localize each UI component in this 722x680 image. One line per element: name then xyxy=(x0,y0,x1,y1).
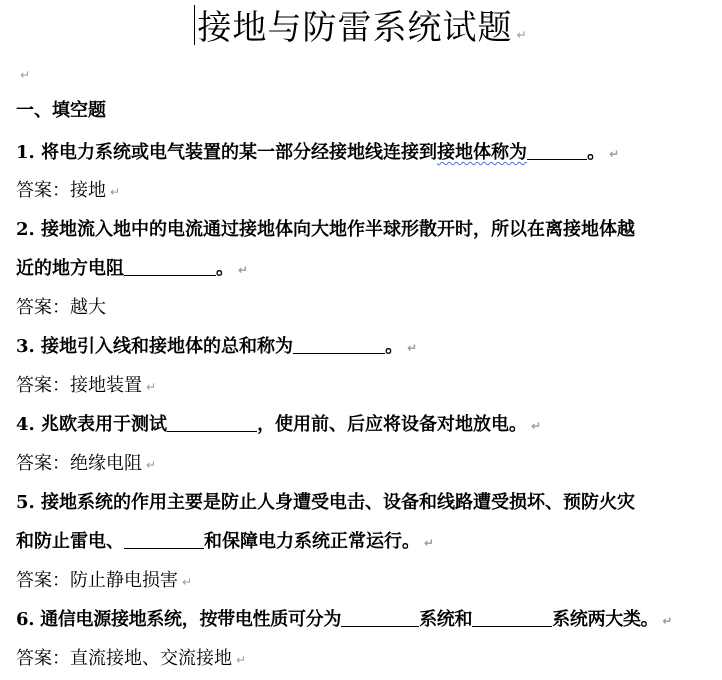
answer-3: 答案：接地装置 ↵ xyxy=(16,375,157,396)
paragraph-mark-icon: ↵ xyxy=(182,575,193,589)
spellcheck-underline: 接地体称为 xyxy=(437,142,528,163)
paragraph-mark-icon: ↵ xyxy=(146,380,157,394)
question-5-line-1: 5. 接地系统的作用主要是防止人身遭受电击、设备和线路遭受损坏、预防火灾 xyxy=(16,492,636,513)
answer-6: 答案：直流接地、交流接地 ↵ xyxy=(16,648,247,669)
question-2-line-1: 2. 接地流入地中的电流通过接地体向大地作半球形散开时，所以在离接地体越 xyxy=(16,219,636,240)
answer-blank xyxy=(293,335,385,354)
answer-5: 答案：防止静电损害 ↵ xyxy=(16,570,193,591)
paragraph-mark-icon: ↵ xyxy=(238,263,249,277)
answer-blank xyxy=(527,141,587,160)
question-4: 4. 兆欧表用于测试 ，使用前、后应将设备对地放电。 ↵ xyxy=(16,414,542,435)
title-text: 接地与防雷系统试题 xyxy=(197,8,513,48)
answer-blank xyxy=(472,608,552,627)
answer-blank xyxy=(124,530,204,549)
question-1: 1. 将电力系统或电气装置的某一部分经接地线连接到接地体称为 。 ↵ xyxy=(16,142,620,163)
paragraph-mark-icon: ↵ xyxy=(407,341,418,355)
empty-paragraph-mark-icon: ↵ xyxy=(20,68,31,82)
answer-blank xyxy=(167,413,257,432)
answer-4: 答案：绝缘电阻 ↵ xyxy=(16,453,157,474)
answer-1: 答案：接地 ↵ xyxy=(16,180,121,201)
paragraph-mark-icon: ↵ xyxy=(531,419,542,433)
question-2-line-2: 近的地方电阻 。 ↵ xyxy=(16,258,249,279)
paragraph-mark-icon: ↵ xyxy=(236,653,247,667)
question-5-line-2: 和防止雷电、 和保障电力系统正常运行。 ↵ xyxy=(16,531,435,552)
text-cursor xyxy=(194,5,195,45)
paragraph-mark-icon: ↵ xyxy=(110,185,121,199)
section-heading: 一、填空题 xyxy=(16,100,106,121)
question-3: 3. 接地引入线和接地体的总和称为 。 ↵ xyxy=(16,336,418,357)
paragraph-mark-icon: ↵ xyxy=(662,614,673,628)
answer-2: 答案：越大 xyxy=(16,297,106,318)
paragraph-mark-icon: ↵ xyxy=(609,147,620,161)
answer-blank xyxy=(341,608,419,627)
paragraph-mark-icon: ↵ xyxy=(516,28,528,42)
document-title xyxy=(0,4,722,59)
paragraph-mark-icon: ↵ xyxy=(146,458,157,472)
answer-blank xyxy=(124,257,216,276)
question-6: 6. 通信电源接地系统，按带电性质可分为 系统和 系统两大类。 ↵ xyxy=(16,609,673,630)
paragraph-mark-icon: ↵ xyxy=(424,536,435,550)
